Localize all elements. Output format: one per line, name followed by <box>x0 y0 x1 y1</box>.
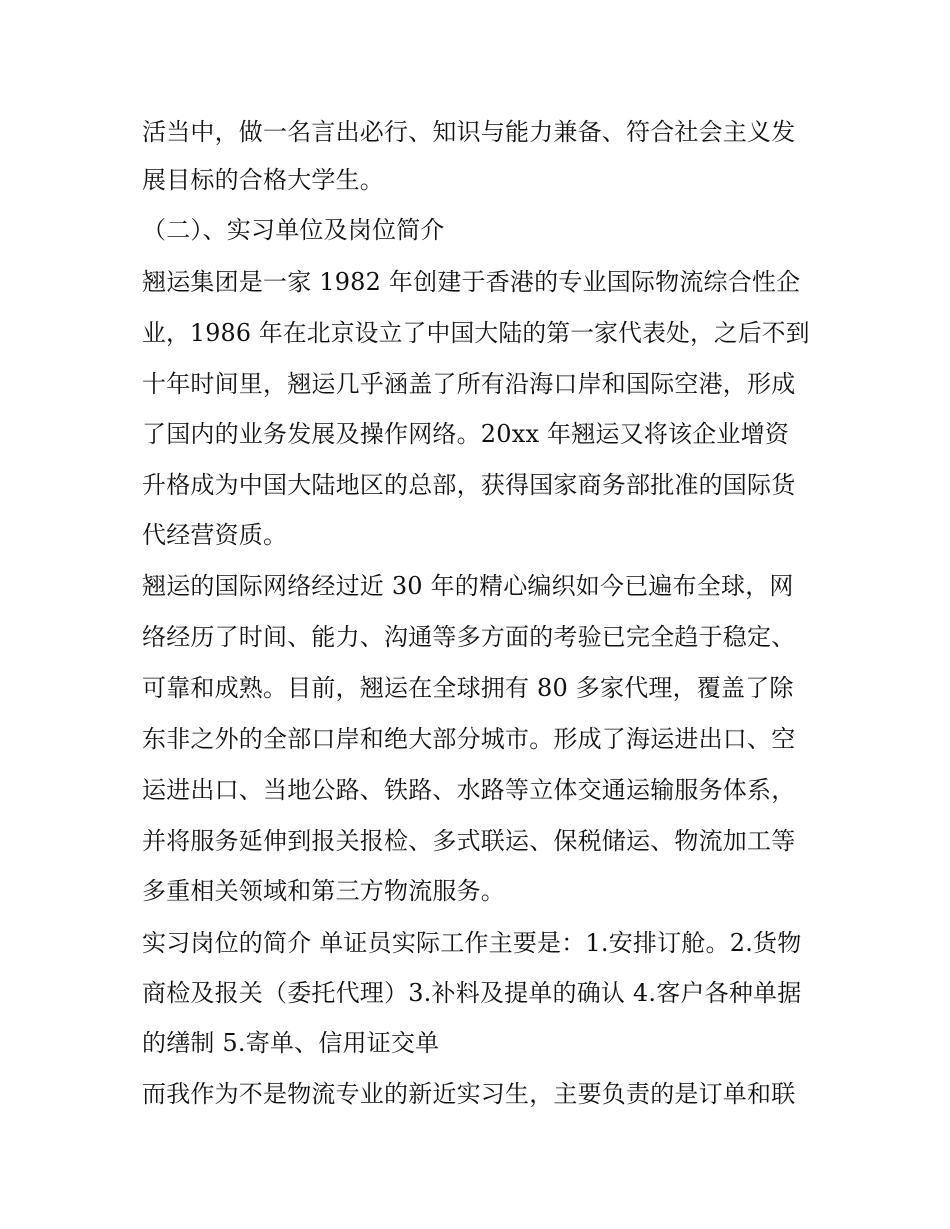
text-line-10: 翘运的国际网络经过近 30 年的精心编织如今已遍布全球，网 <box>142 572 794 600</box>
text-line-18: 商检及报关（委托代理）3.补料及提单的确认 4.客户各种单据 <box>142 979 802 1007</box>
text-line-15: 并将服务延伸到报关报检、多式联运、保税储运、物流加工等 <box>142 827 796 855</box>
text-line-4: 翘运集团是一家 1982 年创建于香港的专业国际物流综合性企 <box>142 268 801 296</box>
text-line-19: 的缮制 5.寄单、信用证交单 <box>142 1029 440 1057</box>
text-line-5: 业，1986 年在北京设立了中国大陆的第一家代表处，之后不到 <box>142 319 810 347</box>
text-line-7: 了国内的业务发展及操作网络。20xx 年翘运又将该企业增资 <box>142 420 790 448</box>
text-line-6: 十年时间里，翘运几乎涵盖了所有沿海口岸和国际空港，形成 <box>142 370 796 398</box>
text-line-14: 运进出口、当地公路、铁路、水路等立体交通运输服务体系， <box>142 776 796 804</box>
text-line-17: 实习岗位的简介 单证员实际工作主要是：1.安排订舱。2.货物 <box>142 929 802 957</box>
text-line-13: 东非之外的全部口岸和绝大部分城市。形成了海运进出口、空 <box>142 725 796 753</box>
text-line-2: 展目标的合格大学生。 <box>142 166 384 194</box>
text-line-9: 代经营资质。 <box>142 521 288 549</box>
text-line-16: 多重相关领域和第三方物流服务。 <box>142 877 505 905</box>
text-line-8: 升格成为中国大陆地区的总部，获得国家商务部批准的国际货 <box>142 471 796 499</box>
text-line-1: 活当中，做一名言出必行、知识与能力兼备、符合社会主义发 <box>142 118 796 146</box>
section-heading: （二）、实习单位及岗位简介 <box>142 216 445 244</box>
text-line-11: 络经历了时间、能力、沟通等多方面的考验已完全趋于稳定、 <box>142 623 796 651</box>
text-line-12: 可靠和成熟。目前，翘运在全球拥有 80 多家代理，覆盖了除 <box>142 674 794 702</box>
text-line-20: 而我作为不是物流专业的新近实习生，主要负责的是订单和联 <box>142 1080 796 1108</box>
